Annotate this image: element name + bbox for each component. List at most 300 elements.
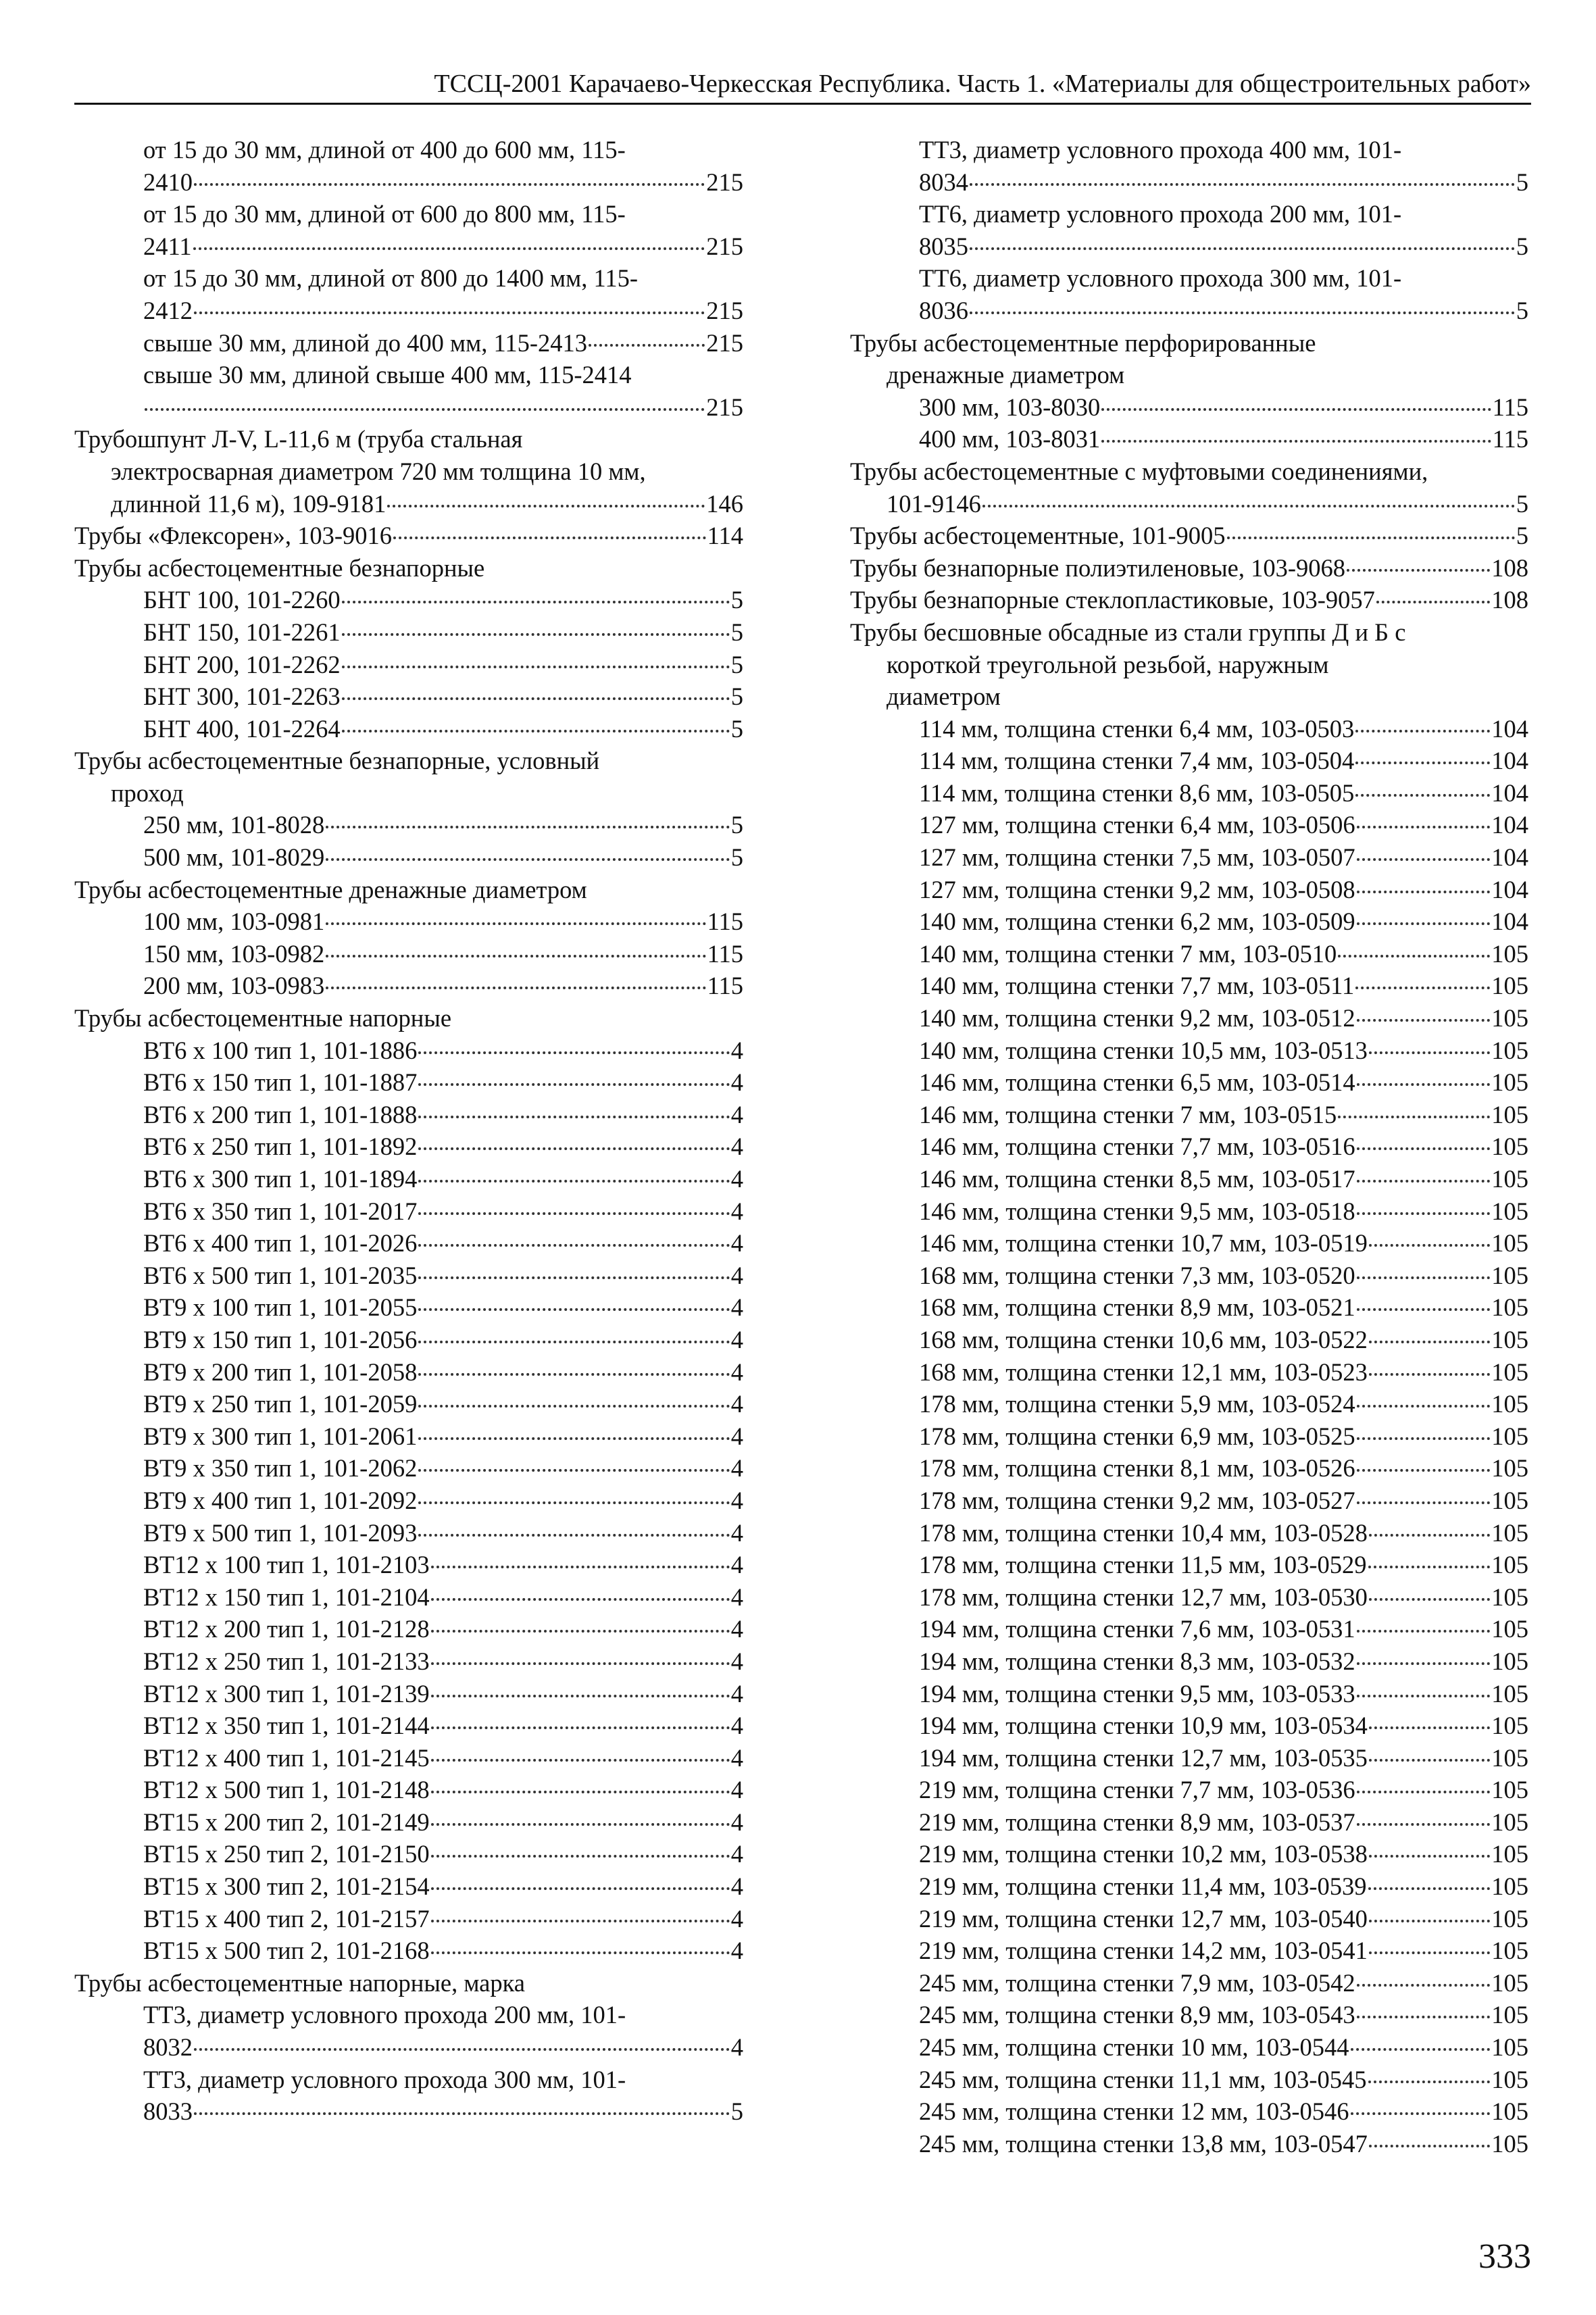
index-entry-line — [850, 1935, 1528, 1967]
index-entry-line: ТТ3, диаметр условного прохода 200 мм, 101- — [143, 2001, 626, 2029]
entry-text: Трубы «Флексорен», 103-9016 — [74, 522, 393, 550]
index-entry-line — [850, 1710, 1528, 1742]
dot-leader — [1357, 891, 1491, 893]
index-entry-line: диаметром — [887, 682, 1001, 711]
index-entry-line — [850, 1227, 1528, 1260]
entry-text: 146 мм, толщина стенки 6,5 мм, 103-0514 — [919, 1068, 1355, 1097]
index-entry-line — [850, 809, 1528, 841]
entry-page: 4 — [730, 1647, 743, 1675]
index-entry-line — [850, 874, 1528, 906]
dot-leader — [1369, 1759, 1490, 1762]
entry-text: Трубы асбестоцементные, 101-9005 — [850, 522, 1226, 550]
index-entry — [850, 777, 1528, 810]
index-entry-line — [74, 713, 743, 745]
dot-leader — [431, 1920, 730, 1922]
dot-leader — [589, 344, 705, 347]
index-entry-line: Трубы асбестоцементные напорные, марка — [74, 1968, 525, 1997]
entry-text: 178 мм, толщина стенки 11,5 мм, 103-0529 — [919, 1551, 1367, 1579]
dot-leader — [1355, 730, 1490, 732]
index-entry-line — [74, 809, 743, 841]
index-entry — [74, 616, 743, 649]
entry-page: 105 — [1491, 1422, 1528, 1450]
entry-page: 105 — [1491, 1679, 1528, 1708]
index-entry-line — [850, 2064, 1528, 2096]
index-entry — [74, 1645, 743, 1678]
entry-page: 105 — [1491, 972, 1528, 1000]
entry-page: 105 — [1491, 1390, 1528, 1418]
entry-page: 105 — [1491, 2097, 1528, 2126]
index-entry — [74, 745, 743, 809]
dot-leader — [431, 1630, 730, 1633]
index-entry-line: от 15 до 30 мм, длиной от 800 до 1400 мм, 115- — [143, 264, 639, 293]
entry-page: 108 — [1491, 553, 1528, 582]
dot-leader — [418, 1373, 729, 1376]
entry-page: 5 — [730, 843, 743, 872]
index-entry — [850, 1324, 1528, 1356]
dot-leader — [1376, 601, 1490, 603]
entry-text: 178 мм, толщина стенки 9,2 мм, 103-0527 — [919, 1486, 1355, 1514]
dot-leader — [418, 1469, 729, 1472]
index-entry-line — [74, 1613, 743, 1645]
entry-text: ВТ12 х 100 тип 1, 101-2103 — [143, 1551, 430, 1579]
entry-page: 105 — [1491, 1776, 1528, 1804]
index-entry — [850, 745, 1528, 777]
index-entry — [850, 134, 1528, 198]
index-entry-line — [850, 1870, 1528, 1903]
entry-page: 105 — [1491, 1454, 1528, 1483]
index-entry-line — [850, 1420, 1528, 1453]
index-entry — [74, 1195, 743, 1228]
entry-page: 105 — [1491, 1197, 1528, 1225]
dot-leader — [431, 1695, 730, 1697]
entry-text: ВТ9 х 300 тип 1, 101-2061 — [143, 1422, 418, 1450]
entry-page: 105 — [1491, 1647, 1528, 1675]
dot-leader — [1227, 537, 1515, 539]
index-entry-line — [74, 2031, 743, 2064]
index-entry-line — [74, 905, 743, 938]
index-entry-line — [850, 1581, 1528, 1614]
dot-leader — [1357, 1469, 1491, 1472]
index-entry-line — [74, 230, 743, 263]
entry-text: 114 мм, толщина стенки 8,6 мм, 103-0505 — [919, 778, 1355, 807]
entry-page: 115 — [707, 939, 743, 968]
entry-page: 5 — [730, 811, 743, 839]
entry-text: 168 мм, толщина стенки 7,3 мм, 103-0520 — [919, 1261, 1355, 1289]
dot-leader — [1369, 1534, 1490, 1537]
index-entry-line — [74, 1517, 743, 1549]
index-entry — [74, 1163, 743, 1195]
entry-page: 104 — [1491, 714, 1528, 743]
entry-text: 140 мм, толщина стенки 7 мм, 103-0510 — [919, 939, 1337, 968]
entry-page: 105 — [1491, 1968, 1528, 1997]
entry-text: 219 мм, толщина стенки 12,7 мм, 103-0540 — [919, 1904, 1368, 1933]
index-entry — [74, 1002, 743, 1035]
index-entry-line — [850, 166, 1528, 199]
index-entry-line: проход — [111, 778, 184, 807]
entry-text: ВТ6 х 150 тип 1, 101-1887 — [143, 1068, 418, 1097]
entry-page: 4 — [730, 1840, 743, 1868]
dot-leader — [1368, 1566, 1491, 1568]
entry-text: ВТ9 х 500 тип 1, 101-2093 — [143, 1518, 418, 1547]
entry-text: БНТ 100, 101-2260 — [143, 586, 341, 614]
entry-page: 5 — [1516, 296, 1528, 324]
index-entry-line — [850, 713, 1528, 745]
index-entry-line: Трубы асбестоцементные безнапорные — [74, 553, 485, 582]
entry-page: 104 — [1491, 778, 1528, 807]
index-entry — [850, 1227, 1528, 1260]
dot-leader — [387, 505, 705, 507]
entry-text: 127 мм, толщина стенки 9,2 мм, 103-0508 — [919, 875, 1355, 903]
index-entry — [850, 1452, 1528, 1485]
entry-page: 104 — [1491, 747, 1528, 775]
index-entry-line: электросварная диаметром 720 мм толщина 10 мм, — [111, 457, 646, 485]
dot-leader — [145, 408, 705, 411]
entry-page: 105 — [1491, 1840, 1528, 1868]
index-entry — [74, 1613, 743, 1645]
entry-text: ВТ15 х 400 тип 2, 101-2157 — [143, 1904, 430, 1933]
entry-text: ВТ12 х 500 тип 1, 101-2148 — [143, 1776, 430, 1804]
entry-text: 2412 — [143, 296, 193, 324]
entry-page: 105 — [1491, 1743, 1528, 1772]
index-entry-line — [74, 520, 743, 552]
entry-page: 4 — [730, 1904, 743, 1933]
index-entry-line — [850, 1999, 1528, 2031]
index-entry-line — [850, 1967, 1528, 1999]
index-entry — [850, 2095, 1528, 2128]
entry-page: 105 — [1491, 1904, 1528, 1933]
entry-page: 4 — [730, 1325, 743, 1353]
index-entry — [74, 1870, 743, 1903]
index-entry-line — [850, 1742, 1528, 1774]
dot-leader — [1357, 1405, 1491, 1408]
dot-leader — [418, 1276, 729, 1279]
index-entry — [850, 1130, 1528, 1163]
dot-leader — [1357, 1437, 1491, 1440]
dot-leader — [982, 505, 1515, 507]
index-entry-line — [850, 1066, 1528, 1099]
entry-page: 105 — [1491, 1358, 1528, 1386]
entry-text: ВТ12 х 400 тип 1, 101-2145 — [143, 1743, 430, 1772]
dot-leader — [1357, 1180, 1491, 1183]
dot-leader — [326, 826, 730, 828]
index-entry-line — [850, 1388, 1528, 1420]
entry-page: 4 — [730, 1743, 743, 1772]
index-entry-line: Трубы асбестоцементные с муфтовыми соединениями, — [850, 457, 1428, 485]
entry-page: 105 — [1491, 1229, 1528, 1258]
index-entry — [74, 584, 743, 616]
index-entry-line: короткой треугольной резьбой, наружным — [887, 650, 1329, 678]
dot-leader — [1357, 922, 1491, 925]
index-entry-line — [850, 1678, 1528, 1710]
index-entry — [850, 1710, 1528, 1742]
entry-page: 115 — [707, 907, 743, 936]
index-entry-line — [74, 1870, 743, 1903]
entry-page: 105 — [1491, 1293, 1528, 1322]
index-entry — [850, 1163, 1528, 1195]
index-entry-line — [74, 391, 743, 424]
dot-leader — [418, 1437, 729, 1440]
entry-page: 108 — [1491, 586, 1528, 614]
dot-leader — [970, 247, 1515, 250]
entry-page: 4 — [730, 1615, 743, 1643]
entry-page: 105 — [1491, 1551, 1528, 1579]
index-entry — [850, 1549, 1528, 1581]
entry-text: 194 мм, толщина стенки 8,3 мм, 103-0532 — [919, 1647, 1355, 1675]
dot-leader — [1357, 1630, 1491, 1633]
dot-leader — [1357, 1662, 1491, 1665]
index-entry — [74, 1485, 743, 1517]
index-entry-line: Трубы бесшовные обсадные из стали группы Д и Б с — [850, 618, 1406, 646]
entry-text: 219 мм, толщина стенки 8,9 мм, 103-0537 — [919, 1808, 1355, 1836]
index-entry-line — [74, 841, 743, 874]
dot-leader — [431, 1887, 730, 1890]
entry-text: 8033 — [143, 2097, 193, 2126]
index-entry-line — [74, 584, 743, 616]
dot-leader — [1355, 987, 1490, 989]
entry-page: 4 — [730, 2033, 743, 2062]
index-entry — [74, 874, 743, 906]
entry-page: 4 — [730, 1422, 743, 1450]
index-entry — [850, 2064, 1528, 2096]
entry-page: 5 — [730, 586, 743, 614]
index-entry-line: Трубы асбестоцементные дренажные диаметром — [74, 875, 587, 903]
entry-page: 105 — [1491, 1872, 1528, 1901]
dot-leader — [342, 601, 730, 603]
index-entry-line — [74, 1806, 743, 1839]
index-entry-line — [850, 2095, 1528, 2128]
dot-leader — [418, 1534, 729, 1537]
entry-text: 245 мм, толщина стенки 8,9 мм, 103-0543 — [919, 2001, 1355, 2029]
dot-leader — [1338, 955, 1490, 957]
entry-page: 105 — [1491, 1165, 1528, 1193]
index-entry — [74, 1967, 743, 1999]
index-entry-line — [74, 970, 743, 1002]
index-column-left — [74, 134, 743, 2128]
index-entry-line — [850, 1130, 1528, 1163]
entry-text: 2411 — [143, 232, 192, 260]
entry-page: 105 — [1491, 1712, 1528, 1740]
entry-text: ВТ15 х 250 тип 2, 101-2150 — [143, 1840, 430, 1868]
dot-leader — [418, 1405, 729, 1408]
entry-text: 300 мм, 103-8030 — [919, 393, 1101, 421]
entry-text: 245 мм, толщина стенки 11,1 мм, 103-0545 — [919, 2065, 1367, 2093]
entry-page: 105 — [1491, 1004, 1528, 1032]
entry-text: 168 мм, толщина стенки 12,1 мм, 103-0523 — [919, 1358, 1368, 1386]
entry-text: ВТ6 х 500 тип 1, 101-2035 — [143, 1261, 418, 1289]
index-entry-line — [850, 1324, 1528, 1356]
entry-text: 101-9146 — [887, 489, 981, 518]
dot-leader — [194, 312, 705, 314]
index-entry-line — [74, 1420, 743, 1453]
entry-page: 215 — [706, 232, 743, 260]
entry-text: 150 мм, 103-0982 — [143, 939, 325, 968]
entry-text: 140 мм, толщина стенки 6,2 мм, 103-0509 — [919, 907, 1355, 936]
index-entry — [850, 1195, 1528, 1228]
dot-leader — [1357, 1212, 1491, 1215]
index-column-right — [850, 134, 1528, 2160]
entry-text: ВТ15 х 300 тип 2, 101-2154 — [143, 1872, 430, 1901]
index-entry — [74, 1838, 743, 1870]
index-entry — [850, 1035, 1528, 1067]
dot-leader — [1357, 1823, 1491, 1826]
index-entry — [850, 1903, 1528, 1935]
dot-leader — [1357, 1791, 1491, 1793]
index-entry-line — [74, 1195, 743, 1228]
index-entry-line — [74, 327, 743, 359]
dot-leader — [418, 1212, 729, 1215]
index-entry-line — [850, 1903, 1528, 1935]
index-entry — [74, 1678, 743, 1710]
entry-page: 4 — [730, 1808, 743, 1836]
dot-leader — [194, 183, 705, 186]
entry-page: 4 — [730, 1197, 743, 1225]
index-entry — [850, 809, 1528, 841]
entry-text: 178 мм, толщина стенки 6,9 мм, 103-0525 — [919, 1422, 1355, 1450]
index-entry-line — [74, 1388, 743, 1420]
dot-leader — [1369, 1244, 1490, 1247]
entry-text: 146 мм, толщина стенки 8,5 мм, 103-0517 — [919, 1165, 1355, 1193]
dot-leader — [1357, 1147, 1491, 1150]
entry-page: 115 — [1492, 393, 1528, 421]
index-entry — [74, 1549, 743, 1581]
index-entry — [850, 1645, 1528, 1678]
dot-leader — [1357, 2016, 1491, 2018]
entry-page: 104 — [1491, 843, 1528, 872]
index-entry — [850, 1870, 1528, 1903]
dot-leader — [418, 1116, 729, 1118]
entry-page: 4 — [730, 1100, 743, 1128]
index-entry — [850, 2128, 1528, 2160]
index-entry-line — [74, 1485, 743, 1517]
index-entry-line — [850, 970, 1528, 1002]
index-entry-line — [74, 1935, 743, 1967]
dot-leader — [418, 1180, 729, 1183]
index-entry-line: ТТ6, диаметр условного прохода 200 мм, 101- — [919, 200, 1402, 228]
index-entry — [850, 1581, 1528, 1614]
index-entry — [74, 1227, 743, 1260]
dot-leader — [1369, 1598, 1490, 1601]
dot-leader — [1357, 1501, 1491, 1504]
entry-page: 4 — [730, 1068, 743, 1097]
dot-leader — [431, 1823, 730, 1826]
index-entry — [850, 1066, 1528, 1099]
index-entry — [74, 1999, 743, 2063]
entry-page: 4 — [730, 1293, 743, 1322]
index-entry-line — [74, 680, 743, 713]
index-entry-line: Трубы асбестоцементные напорные — [74, 1004, 452, 1032]
index-entry-line — [850, 488, 1528, 520]
entry-text: 219 мм, толщина стенки 14,2 мм, 103-0541 — [919, 1937, 1368, 1965]
entry-page: 215 — [706, 296, 743, 324]
entry-text: ВТ12 х 300 тип 1, 101-2139 — [143, 1679, 430, 1708]
index-entry — [850, 938, 1528, 970]
entry-page: 105 — [1491, 1325, 1528, 1353]
entry-text: 400 мм, 103-8031 — [919, 425, 1101, 453]
entry-page: 4 — [730, 1518, 743, 1547]
index-entry-line — [850, 905, 1528, 938]
index-entry-line — [74, 166, 743, 199]
index-entry-line — [850, 1806, 1528, 1839]
entry-text: 8032 — [143, 2033, 193, 2062]
entry-text: 140 мм, толщина стенки 9,2 мм, 103-0512 — [919, 1004, 1355, 1032]
index-entry-line — [850, 584, 1528, 616]
index-entry — [74, 1291, 743, 1324]
index-entry — [850, 552, 1528, 584]
entry-text: 140 мм, толщина стенки 7,7 мм, 103-0511 — [919, 972, 1355, 1000]
index-entry-line: Трубы асбестоцементные перфорированные — [850, 328, 1316, 357]
entry-page: 105 — [1491, 1100, 1528, 1128]
index-entry-line — [74, 616, 743, 649]
index-entry-line — [74, 1099, 743, 1131]
dot-leader — [1355, 794, 1490, 797]
index-entry-line — [74, 1838, 743, 1870]
index-entry-line: свыше 30 мм, длиной свыше 400 мм, 115-2414 — [143, 361, 632, 389]
dot-leader — [418, 1244, 729, 1247]
index-entry-line — [74, 1742, 743, 1774]
index-entry — [74, 1324, 743, 1356]
entry-text: 114 мм, толщина стенки 7,4 мм, 103-0504 — [919, 747, 1355, 775]
index-entry-line — [850, 2128, 1528, 2160]
index-entry-line — [74, 1260, 743, 1292]
index-entry — [74, 1903, 743, 1935]
index-entry-line — [850, 1838, 1528, 1870]
entry-page: 105 — [1491, 1937, 1528, 1965]
entry-page: 4 — [730, 1583, 743, 1611]
index-entry-line — [74, 295, 743, 327]
entry-page: 146 — [706, 489, 743, 518]
dot-leader — [194, 2112, 730, 2115]
dot-leader — [1357, 858, 1491, 861]
entry-page: 115 — [1492, 425, 1528, 453]
entry-text: 140 мм, толщина стенки 10,5 мм, 103-0513 — [919, 1036, 1368, 1064]
index-entry-line — [850, 2031, 1528, 2064]
index-entry-line — [74, 1645, 743, 1678]
entry-text: свыше 30 мм, длиной до 400 мм, 115-2413 — [143, 328, 588, 357]
entry-page: 5 — [1516, 522, 1528, 550]
dot-leader — [431, 1662, 730, 1665]
index-entry-line — [850, 777, 1528, 810]
dot-leader — [418, 1051, 729, 1054]
entry-text: 194 мм, толщина стенки 12,7 мм, 103-0535 — [919, 1743, 1368, 1772]
index-entry — [850, 841, 1528, 874]
index-entry-line — [850, 1774, 1528, 1806]
entry-text: 168 мм, толщина стенки 8,9 мм, 103-0521 — [919, 1293, 1355, 1322]
index-entry-line — [74, 1324, 743, 1356]
index-entry-line — [74, 1163, 743, 1195]
entry-page: 5 — [730, 618, 743, 646]
dot-leader — [326, 858, 730, 861]
index-entry — [850, 584, 1528, 616]
index-entry — [850, 713, 1528, 745]
entry-text: 245 мм, толщина стенки 12 мм, 103-0546 — [919, 2097, 1349, 2126]
index-entry — [74, 970, 743, 1002]
index-entry — [850, 1260, 1528, 1292]
entry-page: 105 — [1491, 1518, 1528, 1547]
entry-page: 5 — [730, 714, 743, 743]
index-entry-line — [74, 1035, 743, 1067]
entry-text: ВТ12 х 350 тип 1, 101-2144 — [143, 1712, 430, 1740]
index-entry — [74, 1388, 743, 1420]
index-entry — [74, 1420, 743, 1453]
index-entry — [74, 2064, 743, 2128]
entry-page: 5 — [730, 682, 743, 711]
dot-leader — [418, 1501, 729, 1504]
entry-text: 178 мм, толщина стенки 12,7 мм, 103-0530 — [919, 1583, 1368, 1611]
entry-text: ВТ9 х 150 тип 1, 101-2056 — [143, 1325, 418, 1353]
entry-page: 4 — [730, 1229, 743, 1258]
dot-leader — [326, 922, 705, 925]
entry-text: 178 мм, толщина стенки 10,4 мм, 103-0528 — [919, 1518, 1368, 1547]
